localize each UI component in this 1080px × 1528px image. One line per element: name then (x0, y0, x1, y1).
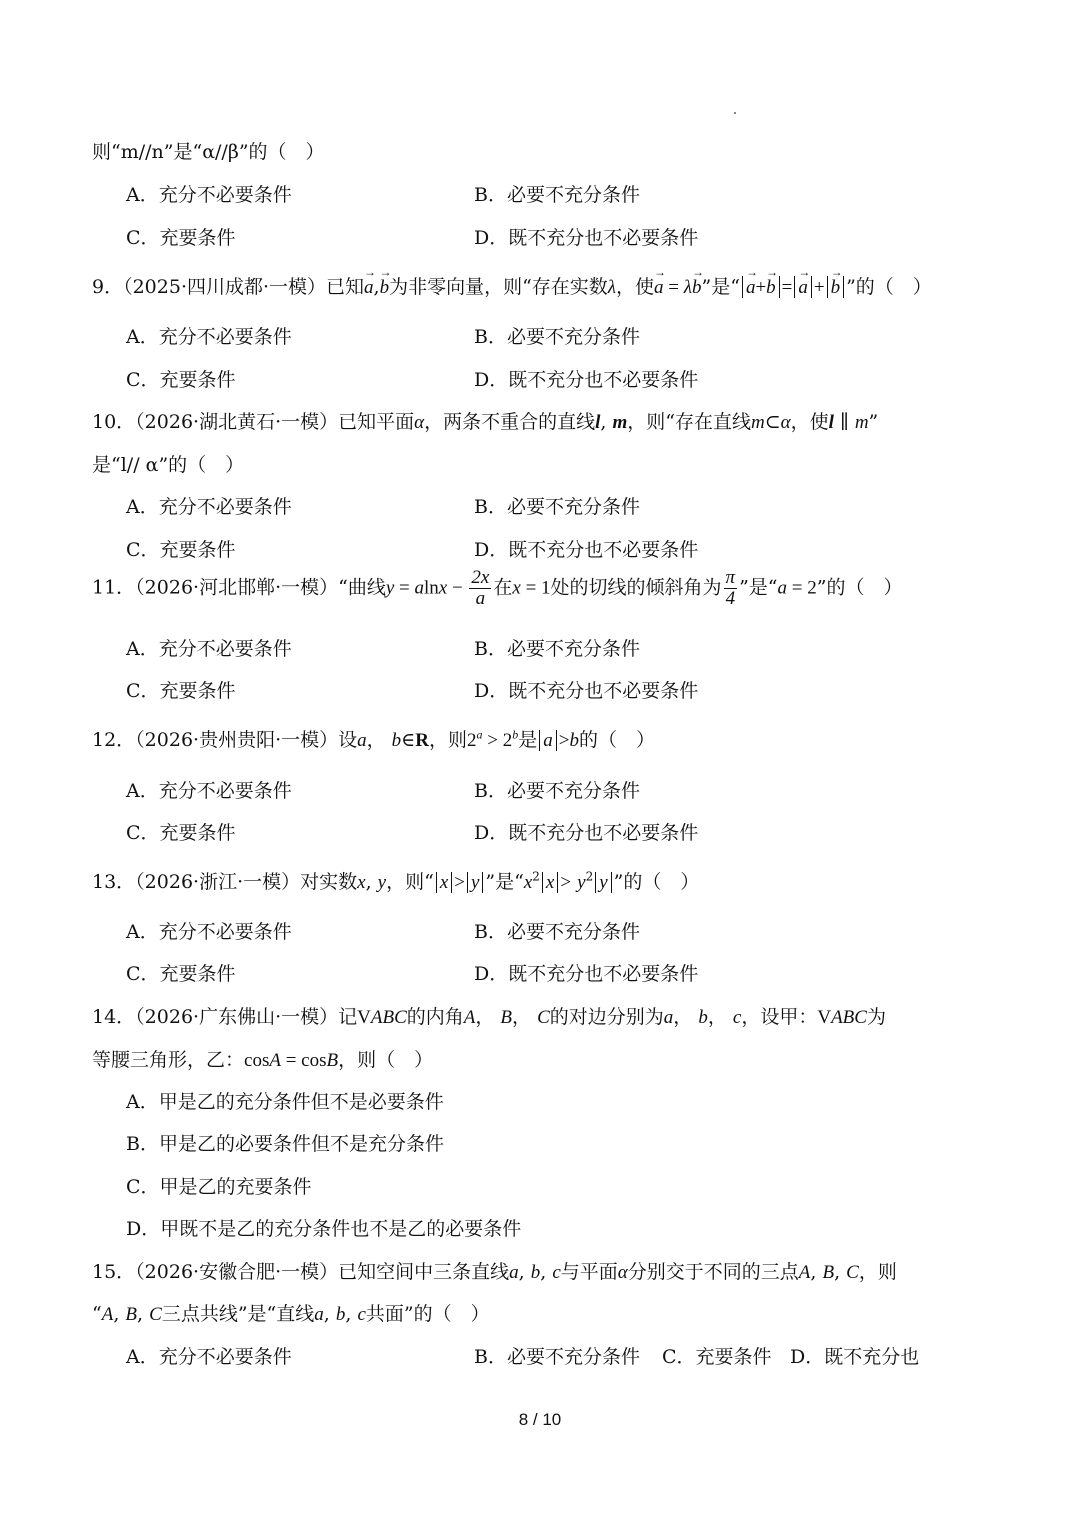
q8-stem: 则“m//n”是“α//β”的（ ） (92, 141, 325, 163)
q13-option-a[interactable]: A．充分不必要条件 (126, 921, 292, 943)
q11-option-b[interactable]: B．必要不充分条件 (474, 638, 640, 660)
q15-option-b[interactable]: B．必要不充分条件 (474, 1346, 640, 1368)
q10-option-c[interactable]: C．充要条件 (126, 539, 236, 561)
q11-option-a[interactable]: A．充分不必要条件 (126, 638, 292, 660)
q14-option-c[interactable]: C．甲是乙的充要条件 (126, 1176, 312, 1198)
q14-option-b[interactable]: B．甲是乙的必要条件但不是充分条件 (126, 1133, 444, 1155)
q10-stem-line2: 是“l// α”的（ ） (92, 454, 245, 476)
q9-option-d[interactable]: D．既不充分也不必要条件 (474, 369, 699, 391)
q9-option-c[interactable]: C．充要条件 (126, 369, 236, 391)
q11-option-c[interactable]: C．充要条件 (126, 680, 236, 702)
q15-stem-line1: 15．（2026·安徽合肥·一模）已知空间中三条直线a, b, c与平面α分别交于不同的三点A, B, C，则 (92, 1261, 897, 1283)
q12-option-a[interactable]: A．充分不必要条件 (126, 780, 292, 802)
q8-option-d[interactable]: D．既不充分也不必要条件 (474, 227, 699, 249)
q8-option-c[interactable]: C．充要条件 (126, 227, 236, 249)
q9-stem: 9．（2025·四川成都·一模）已知→ a,→ b为非零向量，则“存在实数λ，使→ a = λ→ b”是“→ a+→ b =→ a +→ b ”的（ ） (92, 272, 932, 299)
q15-option-d[interactable]: D．既不充分也 (790, 1346, 920, 1368)
q12-stem: 12．（2026·贵州贵阳·一模）设a， b∈R，则$2^a > 2^b$是 a >b的（ ） (92, 727, 655, 751)
q13-option-c[interactable]: C．充要条件 (126, 963, 236, 985)
page-number: 8 / 10 (518, 1410, 562, 1429)
q10-option-b[interactable]: B．必要不充分条件 (474, 496, 640, 518)
q14-option-a[interactable]: A．甲是乙的充分条件但不是必要条件 (126, 1091, 444, 1113)
q10-stem-line1: 10．（2026·湖北黄石·一模）已知平面α，两条不重合的直线l, m，则“存在直线m⊂α，使l ∥ m” (92, 411, 879, 433)
q14-option-d[interactable]: D．甲既不是乙的充分条件也不是乙的必要条件 (126, 1218, 522, 1240)
q9-option-b[interactable]: B．必要不充分条件 (474, 326, 640, 348)
q12-option-c[interactable]: C．充要条件 (126, 822, 236, 844)
q15-option-a[interactable]: A．充分不必要条件 (126, 1346, 292, 1368)
q13-option-d[interactable]: D．既不充分也不必要条件 (474, 963, 699, 985)
q12-option-d[interactable]: D．既不充分也不必要条件 (474, 822, 699, 844)
q15-stem-line2: “A, B, C三点共线”是“直线a, b, c共面”的（ ） (92, 1303, 490, 1325)
q9-option-a[interactable]: A．充分不必要条件 (126, 326, 292, 348)
q13-stem: 13．（2026·浙江·一模）对实数x, y，则“ x > y ”是“$x^2$ $x > y^2$ y ”的（ ） (92, 869, 700, 893)
q8-option-a[interactable]: A．充分不必要条件 (126, 184, 292, 206)
stray-dot (734, 112, 736, 114)
q14-stem-line2: 等腰三角形，乙：cosA = cosB，则（ ） (92, 1049, 434, 1071)
q11-stem: 11．（2026·河北邯郸·一模）“曲线y = alnx − $\frac{2x}{a}$ 在x = 1处的切线的倾斜角为 $\frac{\pi}{4}$ ”是“a = 2”的（ ） (92, 567, 903, 609)
q14-stem-line1: 14．（2026·广东佛山·一模）记VABC的内角A， B， C的对边分别为a， b， c，设甲：VABC为 (92, 1006, 886, 1028)
q10-option-a[interactable]: A．充分不必要条件 (126, 496, 292, 518)
q13-option-b[interactable]: B．必要不充分条件 (474, 921, 640, 943)
q8-option-b[interactable]: B．必要不充分条件 (474, 184, 640, 206)
q15-option-c[interactable]: C．充要条件 (662, 1346, 772, 1368)
q10-option-d[interactable]: D．既不充分也不必要条件 (474, 539, 699, 561)
q11-option-d[interactable]: D．既不充分也不必要条件 (474, 680, 699, 702)
q12-option-b[interactable]: B．必要不充分条件 (474, 780, 640, 802)
